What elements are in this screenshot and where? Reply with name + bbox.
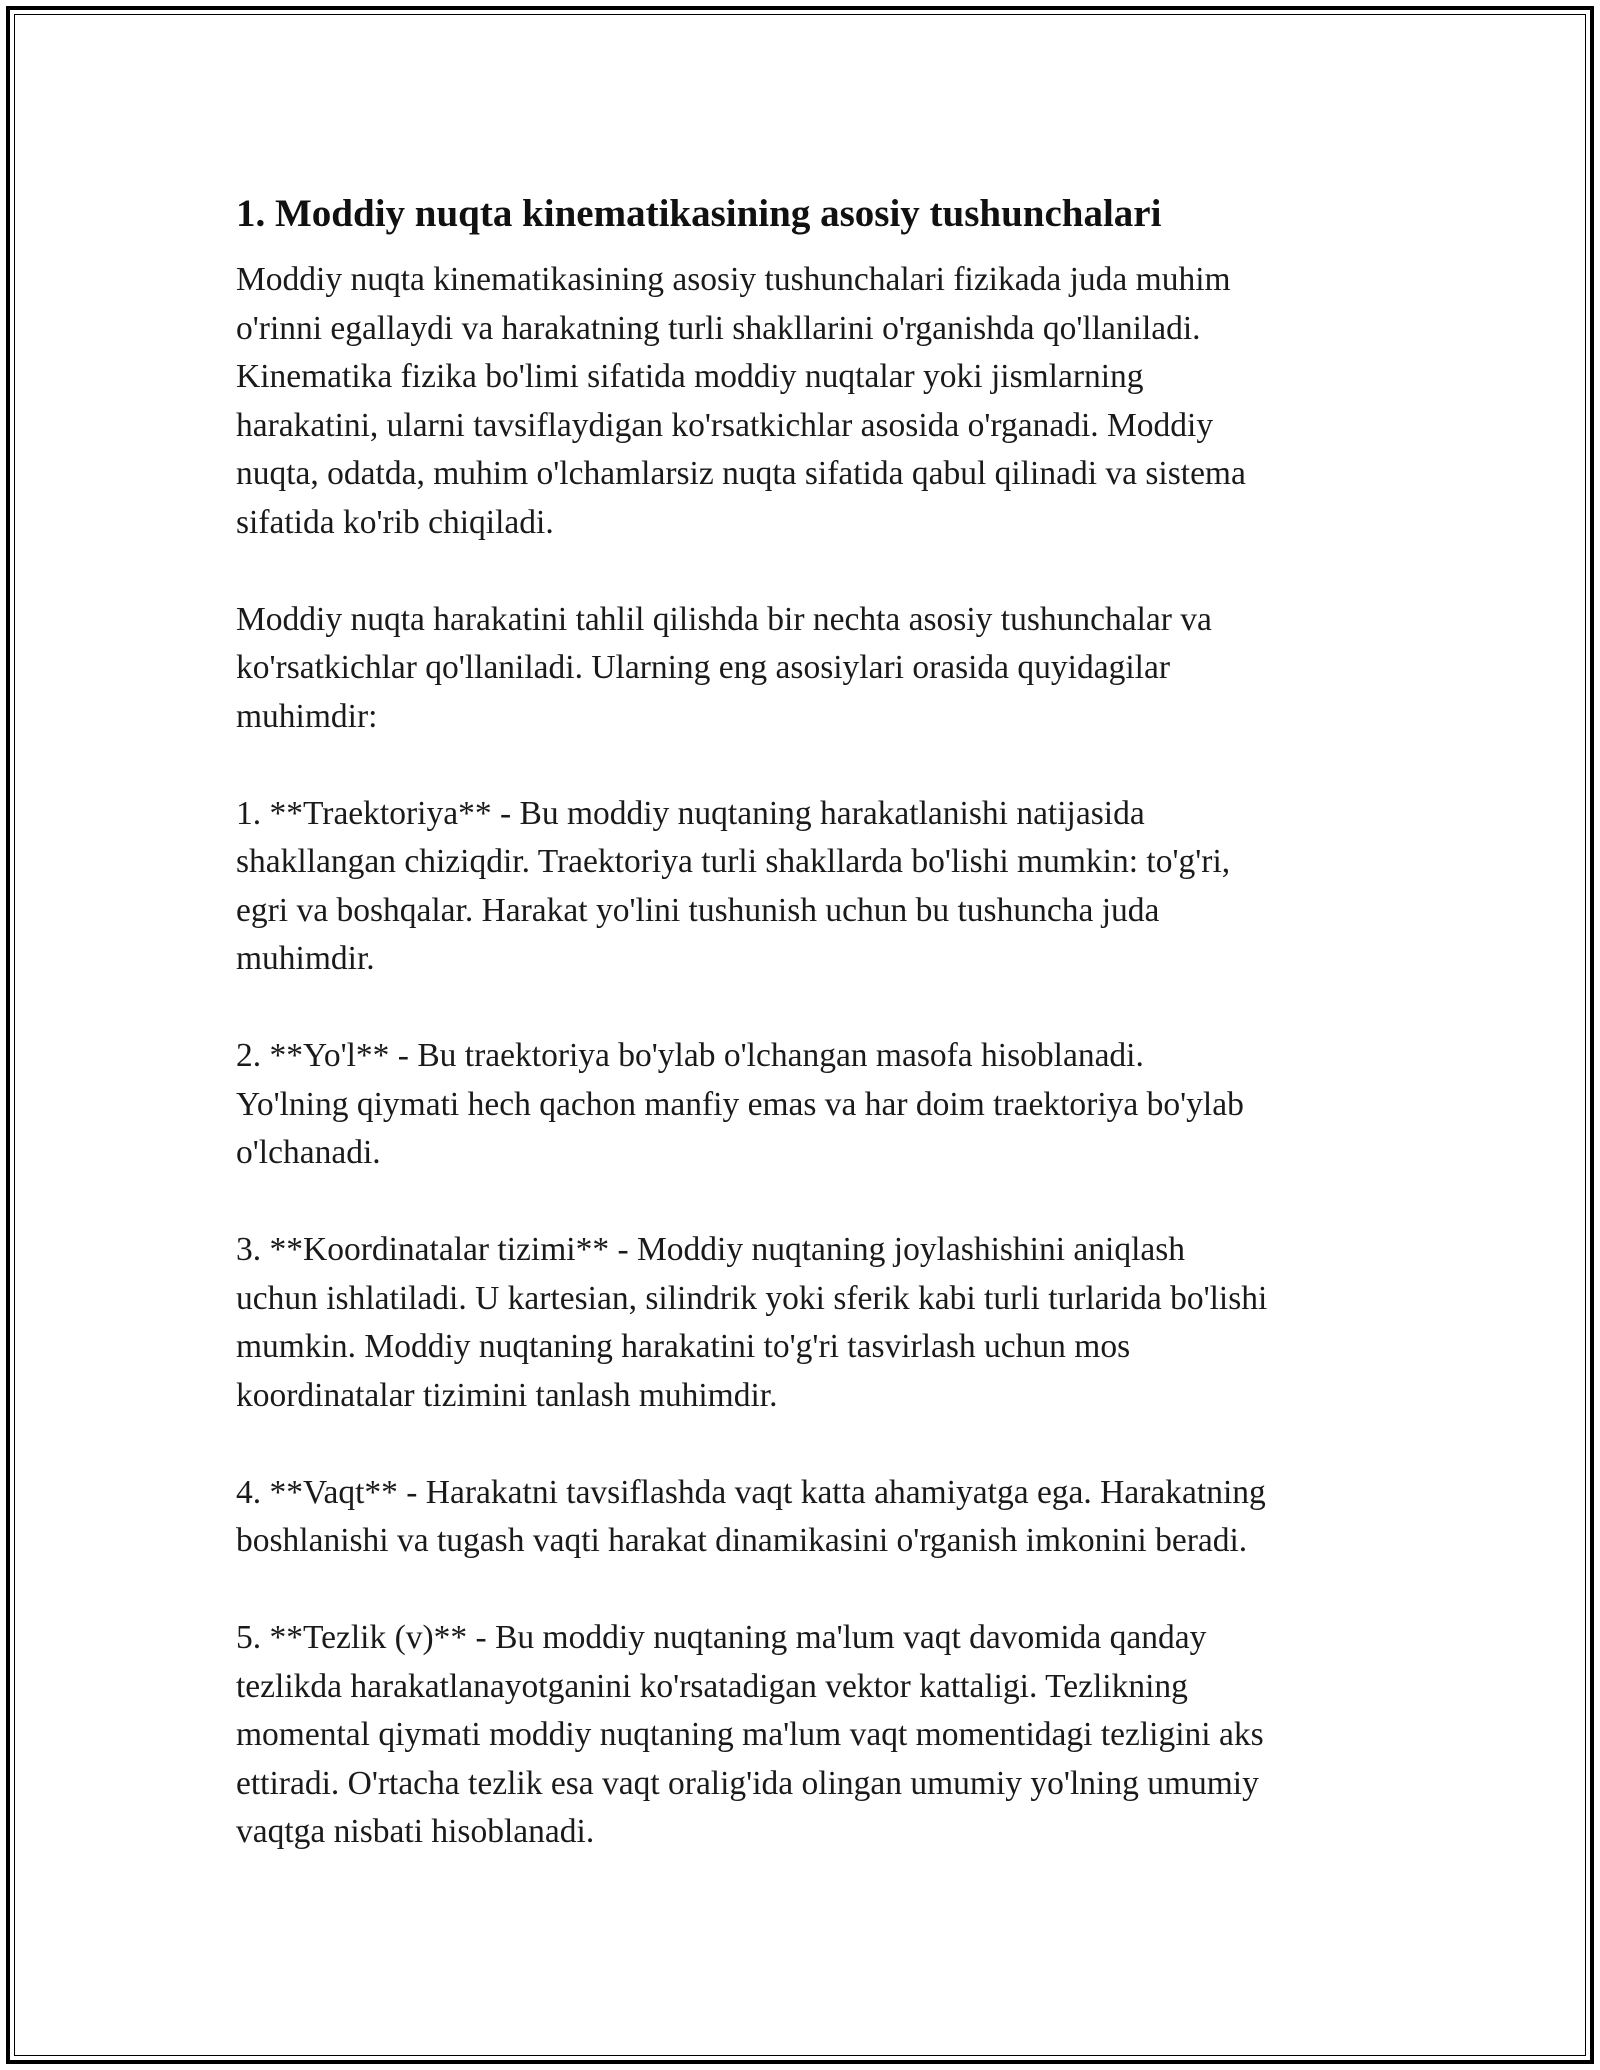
paragraph-intro: Moddiy nuqta kinematikasining asosiy tushunchalari fizikada juda muhim o'rinni egallaydi va harakatning turli shakllarini o'rganishda qo'llaniladi. Kinematika fizika bo'limi sifatida moddiy nuqtalar yoki jismlarning harakatini, ularni tavsiflaydigan ko'rsatkichlar asosida o'rganadi. Moddiy nuqta, odatda, muhim o'lchamlarsiz nuqta sifatida qabul qilinadi va sistema sifatida ko'rib chiqiladi. [236,261,1246,541]
list-item-coordinate-system: 3. **Koordinatalar tizimi** - Moddiy nuqtaning joylashishini aniqlash uchun ishlatiladi. U kartesian, silindrik yoki sferik kabi turli turlarida bo'lishi mumkin. Moddiy nuqtaning harakatini to'g'ri tasvirlash uchun mos koordinatalar tizimini tanlash muhimdir. [236,1231,1268,1414]
list-item-velocity: 5. **Tezlik (v)** - Bu moddiy nuqtaning ma'lum vaqt davomida qanday tezlikda harakatlanayotganini ko'rsatadigan vektor kattaligi. Tezlikning momental qiymati moddiy nuqtaning ma'lum vaqt momentidagi tezligini aks ettiradi. O'rtacha tezlik esa vaqt oralig'ida olingan umumiy yo'lning umumiy vaqtga nisbati hisoblanadi. [236,1619,1264,1850]
list-item-time: 4. **Vaqt** - Harakatni tavsiflashda vaqt katta ahamiyatga ega. Harakatning boshlanishi va tugash vaqti harakat dinamikasini o'rganish imkonini beradi. [236,1473,1266,1559]
list-item-path: 2. **Yo'l** - Bu traektoriya bo'ylab o'lchangan masofa hisoblanadi. Yo'lning qiymati hech qachon manfiy emas va har doim traektoriya bo'ylab o'lchanadi. [236,1037,1244,1171]
paragraph-overview: Moddiy nuqta harakatini tahlil qilishda bir nechta asosiy tushunchalar va ko'rsatkichlar qo'llaniladi. Ularning eng asosiylari orasida quyidagilar muhimdir: [236,600,1212,735]
document-body [236,186,1376,1905]
document-title: 1. Moddiy nuqta kinematikasining asosiy tushunchalari [236,192,1162,235]
list-item-trajectory: 1. **Traektoriya** - Bu moddiy nuqtaning harakatlanishi natijasida shakllangan chiziqdir. Traektoriya turli shakllarda bo'lishi mumkin: to'g'ri, egri va boshqalar. Harakat yo'lini tushunish uchun bu tushuncha juda muhimdir. [236,794,1231,977]
